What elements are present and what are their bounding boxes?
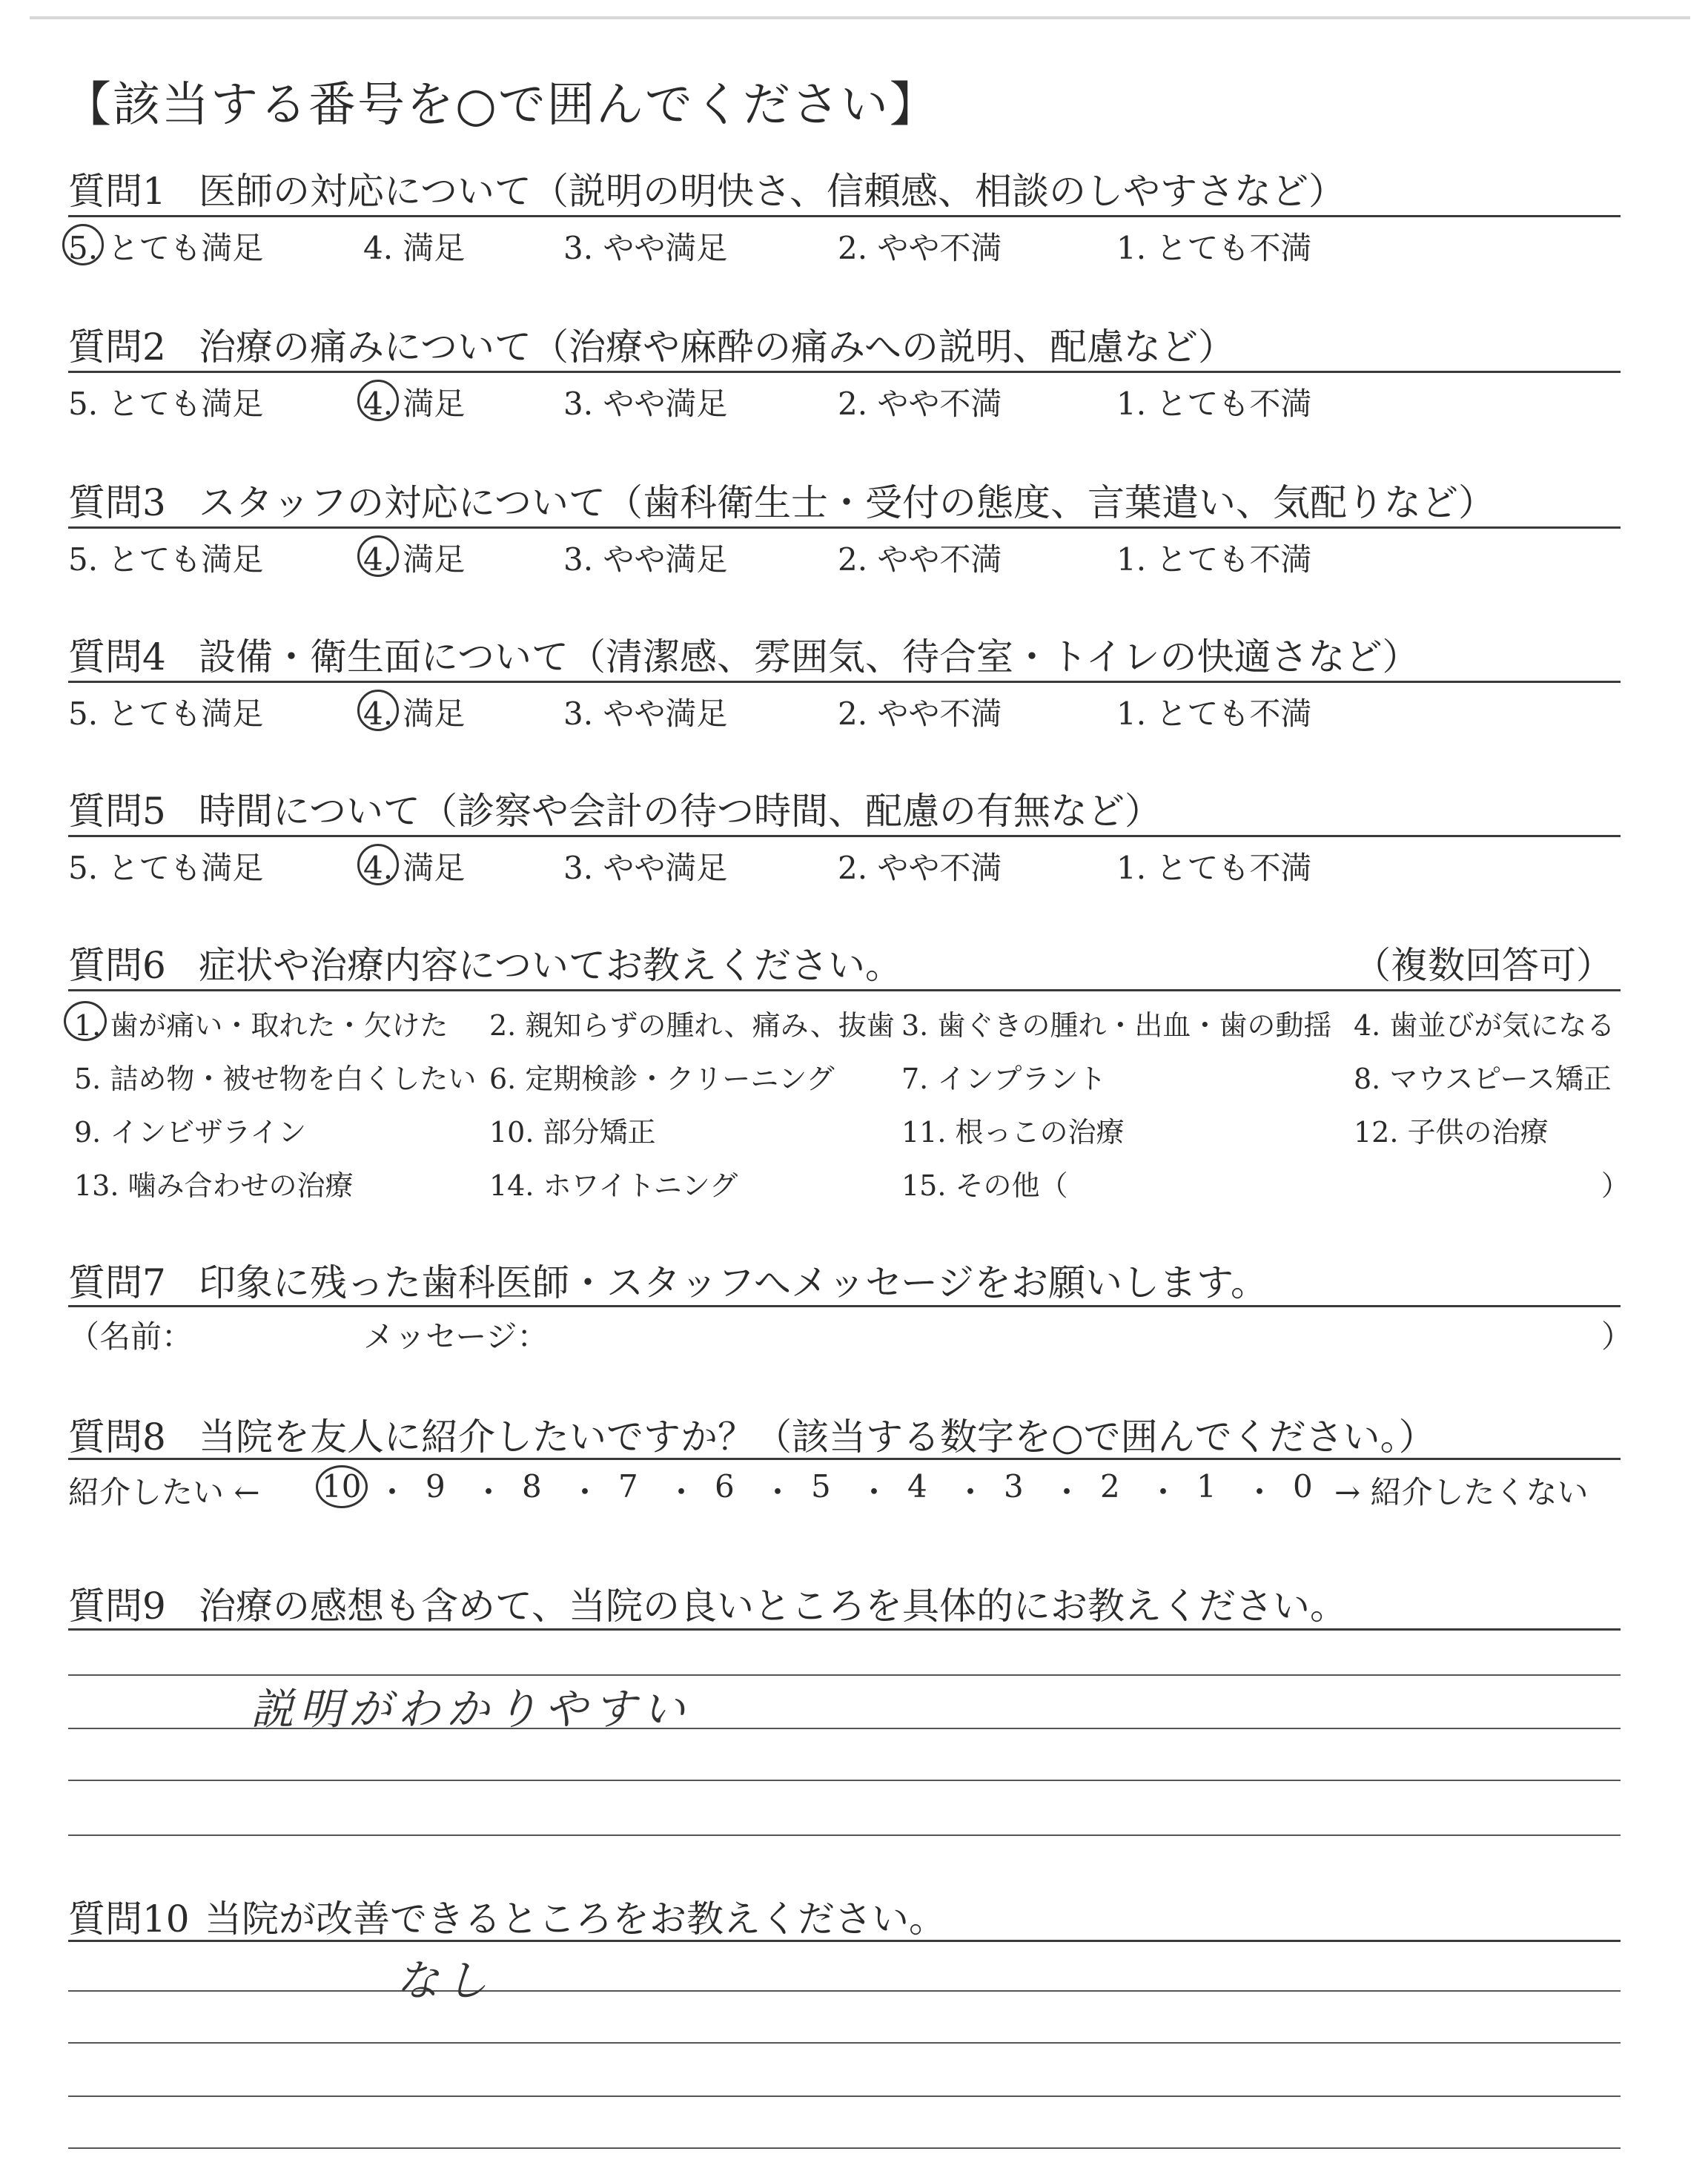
q8-scale-6[interactable]: 6 bbox=[715, 1468, 735, 1505]
q6-option-7[interactable]: 7. インプラント bbox=[901, 1063, 1107, 1095]
q2-selection-circle bbox=[357, 380, 399, 421]
q3-option-3[interactable]: 3. やや満足 bbox=[563, 541, 728, 578]
q5-rule bbox=[68, 835, 1621, 837]
q9-rule bbox=[68, 1628, 1621, 1631]
q7-name-label: （名前： bbox=[68, 1318, 193, 1355]
q5-label: 質問5 bbox=[68, 790, 166, 833]
q4-rule bbox=[68, 681, 1621, 683]
q4-label: 質問4 bbox=[68, 635, 166, 678]
q6-note: （複数回答可） bbox=[1354, 944, 1613, 987]
q8-rule bbox=[68, 1458, 1621, 1460]
q8-scale-8[interactable]: 8 bbox=[522, 1468, 542, 1505]
q1-option-3[interactable]: 3. やや満足 bbox=[563, 230, 728, 266]
q2-label: 質問2 bbox=[68, 326, 166, 369]
q4-option-2[interactable]: 2. やや不満 bbox=[838, 696, 1002, 732]
q5-selection-circle bbox=[357, 844, 399, 885]
q8-scale-separator: ・ bbox=[762, 1474, 794, 1510]
q1-option-2[interactable]: 2. やや不満 bbox=[838, 230, 1002, 266]
q1-rule bbox=[68, 215, 1621, 217]
q2-option-4[interactable]: 4. 満足 bbox=[363, 386, 466, 422]
q6-selection-circle bbox=[64, 1001, 107, 1041]
q1-option-5[interactable]: 5. とても満足 bbox=[68, 230, 264, 266]
q10-answer-line bbox=[68, 2095, 1621, 2097]
q10-answer-line bbox=[68, 2042, 1621, 2044]
q6-option-15[interactable]: 15. その他（ bbox=[901, 1169, 1068, 1202]
scan-top-edge bbox=[30, 16, 1690, 19]
q8-scale-2[interactable]: 2 bbox=[1100, 1468, 1120, 1505]
q4-option-5[interactable]: 5. とても満足 bbox=[68, 696, 264, 732]
q9-answer-line bbox=[68, 1834, 1621, 1836]
q8-selection-circle bbox=[316, 1465, 368, 1508]
q9-handwritten-answer: 説明がわかりやすい bbox=[251, 1684, 692, 1734]
q8-scale-separator: ・ bbox=[955, 1474, 987, 1510]
q6-other-close: ） bbox=[1601, 1169, 1630, 1202]
q1-option-1[interactable]: 1. とても不満 bbox=[1116, 230, 1312, 266]
q3-option-5[interactable]: 5. とても満足 bbox=[68, 541, 264, 578]
q8-scale-3[interactable]: 3 bbox=[1004, 1468, 1024, 1505]
q6-option-1[interactable]: 1. 歯が痛い・取れた・欠けた bbox=[74, 1009, 448, 1042]
q2-option-3[interactable]: 3. やや満足 bbox=[563, 386, 728, 422]
q8-scale-separator: ・ bbox=[666, 1474, 698, 1510]
q8-scale-separator: ・ bbox=[473, 1474, 505, 1510]
q5-option-4[interactable]: 4. 満足 bbox=[363, 850, 466, 886]
q7-rule bbox=[68, 1305, 1621, 1307]
q6-option-12[interactable]: 12. 子供の治療 bbox=[1354, 1116, 1549, 1149]
q6-option-10[interactable]: 10. 部分矯正 bbox=[489, 1116, 656, 1149]
q8-scale-separator: ・ bbox=[569, 1474, 601, 1510]
q8-scale-5[interactable]: 5 bbox=[811, 1468, 831, 1505]
q1-label: 質問1 bbox=[68, 170, 166, 213]
q3-option-4[interactable]: 4. 満足 bbox=[363, 541, 466, 578]
q6-text: 症状や治療内容についてお教えください。 bbox=[199, 944, 902, 987]
q10-answer-line bbox=[68, 2147, 1621, 2149]
q2-rule bbox=[68, 371, 1621, 373]
q5-option-1[interactable]: 1. とても不満 bbox=[1116, 850, 1312, 886]
q8-scale-10[interactable]: 10 bbox=[322, 1468, 362, 1505]
q3-rule bbox=[68, 526, 1621, 529]
q1-text: 医師の対応について（説明の明快さ、信頼感、相談のしやすさなど） bbox=[199, 170, 1345, 213]
q10-rule bbox=[68, 1940, 1621, 1942]
q8-scale-separator: ・ bbox=[1051, 1474, 1083, 1510]
q7-message-label: メッセージ： bbox=[363, 1318, 549, 1355]
q3-selection-circle bbox=[357, 535, 399, 577]
q8-scale-separator: ・ bbox=[1148, 1474, 1179, 1510]
q8-scale-0[interactable]: 0 bbox=[1293, 1468, 1313, 1505]
q8-label: 質問8 bbox=[68, 1416, 166, 1459]
q6-option-9[interactable]: 9. インビザライン bbox=[74, 1116, 307, 1149]
q9-text: 治療の感想も含めて、当院の良いところを具体的にお教えください。 bbox=[199, 1585, 1347, 1628]
q6-option-14[interactable]: 14. ホワイトニング bbox=[489, 1169, 738, 1202]
q3-text: スタッフの対応について（歯科衛生士・受付の態度、言葉遣い、気配りなど） bbox=[199, 481, 1495, 524]
q5-option-2[interactable]: 2. やや不満 bbox=[838, 850, 1002, 886]
q6-option-8[interactable]: 8. マウスピース矯正 bbox=[1354, 1063, 1612, 1095]
q9-label: 質問9 bbox=[68, 1585, 166, 1628]
q6-label: 質問6 bbox=[68, 944, 166, 987]
q6-option-2[interactable]: 2. 親知らずの腫れ、痛み、抜歯 bbox=[489, 1009, 895, 1042]
q4-option-4[interactable]: 4. 満足 bbox=[363, 696, 466, 732]
q8-scale-4[interactable]: 4 bbox=[907, 1468, 927, 1505]
q8-scale-separator: ・ bbox=[377, 1474, 408, 1510]
q6-option-11[interactable]: 11. 根っこの治療 bbox=[901, 1116, 1125, 1149]
q8-scale-separator: ・ bbox=[858, 1474, 890, 1510]
q6-option-6[interactable]: 6. 定期検診・クリーニング bbox=[489, 1063, 835, 1095]
q8-left-label: 紹介したい ← bbox=[68, 1474, 260, 1510]
q7-label: 質問7 bbox=[68, 1261, 166, 1304]
q6-option-5[interactable]: 5. 詰め物・被せ物を白くしたい bbox=[74, 1063, 477, 1095]
q4-text: 設備・衛生面について（清潔感、雰囲気、待合室・トイレの快適さなど） bbox=[199, 635, 1420, 678]
page-title: 【該当する番号を○で囲んでください】 bbox=[64, 78, 939, 133]
q8-right-label: → 紹介したくない bbox=[1334, 1474, 1589, 1510]
q6-rule bbox=[68, 989, 1621, 991]
q3-label: 質問3 bbox=[68, 481, 166, 524]
q2-option-5[interactable]: 5. とても満足 bbox=[68, 386, 264, 422]
q4-option-3[interactable]: 3. やや満足 bbox=[563, 696, 728, 732]
q1-option-4[interactable]: 4. 満足 bbox=[363, 230, 466, 266]
q3-option-1[interactable]: 1. とても不満 bbox=[1116, 541, 1312, 578]
q2-option-1[interactable]: 1. とても不満 bbox=[1116, 386, 1312, 422]
q9-answer-line bbox=[68, 1780, 1621, 1781]
q7-text: 印象に残った歯科医師・スタッフへメッセージをお願いします。 bbox=[199, 1261, 1268, 1304]
q2-option-2[interactable]: 2. やや不満 bbox=[838, 386, 1002, 422]
q6-option-4[interactable]: 4. 歯並びが気になる bbox=[1354, 1009, 1615, 1042]
q5-option-3[interactable]: 3. やや満足 bbox=[563, 850, 728, 886]
q10-text: 当院が改善できるところをお教えください。 bbox=[205, 1898, 946, 1941]
q7-close: ） bbox=[1601, 1318, 1633, 1355]
q10-answer-line bbox=[68, 1990, 1621, 1992]
q8-scale-separator: ・ bbox=[1244, 1474, 1276, 1510]
q4-selection-circle bbox=[357, 690, 399, 731]
q5-text: 時間について（診察や会計の待つ時間、配慮の有無など） bbox=[199, 790, 1162, 833]
q6-option-13[interactable]: 13. 噛み合わせの治療 bbox=[74, 1169, 354, 1202]
q10-handwritten-answer: なし bbox=[396, 1955, 494, 2006]
q8-scale-7[interactable]: 7 bbox=[618, 1468, 638, 1505]
q4-option-1[interactable]: 1. とても不満 bbox=[1116, 696, 1312, 732]
q8-scale-1[interactable]: 1 bbox=[1196, 1468, 1217, 1505]
q3-option-2[interactable]: 2. やや不満 bbox=[838, 541, 1002, 578]
q1-selection-circle bbox=[62, 224, 104, 265]
q2-text: 治療の痛みについて（治療や麻酔の痛みへの説明、配慮など） bbox=[199, 326, 1235, 369]
q5-option-5[interactable]: 5. とても満足 bbox=[68, 850, 264, 886]
q6-option-3[interactable]: 3. 歯ぐきの腫れ・出血・歯の動揺 bbox=[901, 1009, 1332, 1042]
q10-label: 質問10 bbox=[68, 1898, 190, 1941]
q8-text: 当院を友人に紹介したいですか？（該当する数字を○で囲んでください。） bbox=[199, 1416, 1436, 1459]
q8-scale-9[interactable]: 9 bbox=[426, 1468, 446, 1505]
